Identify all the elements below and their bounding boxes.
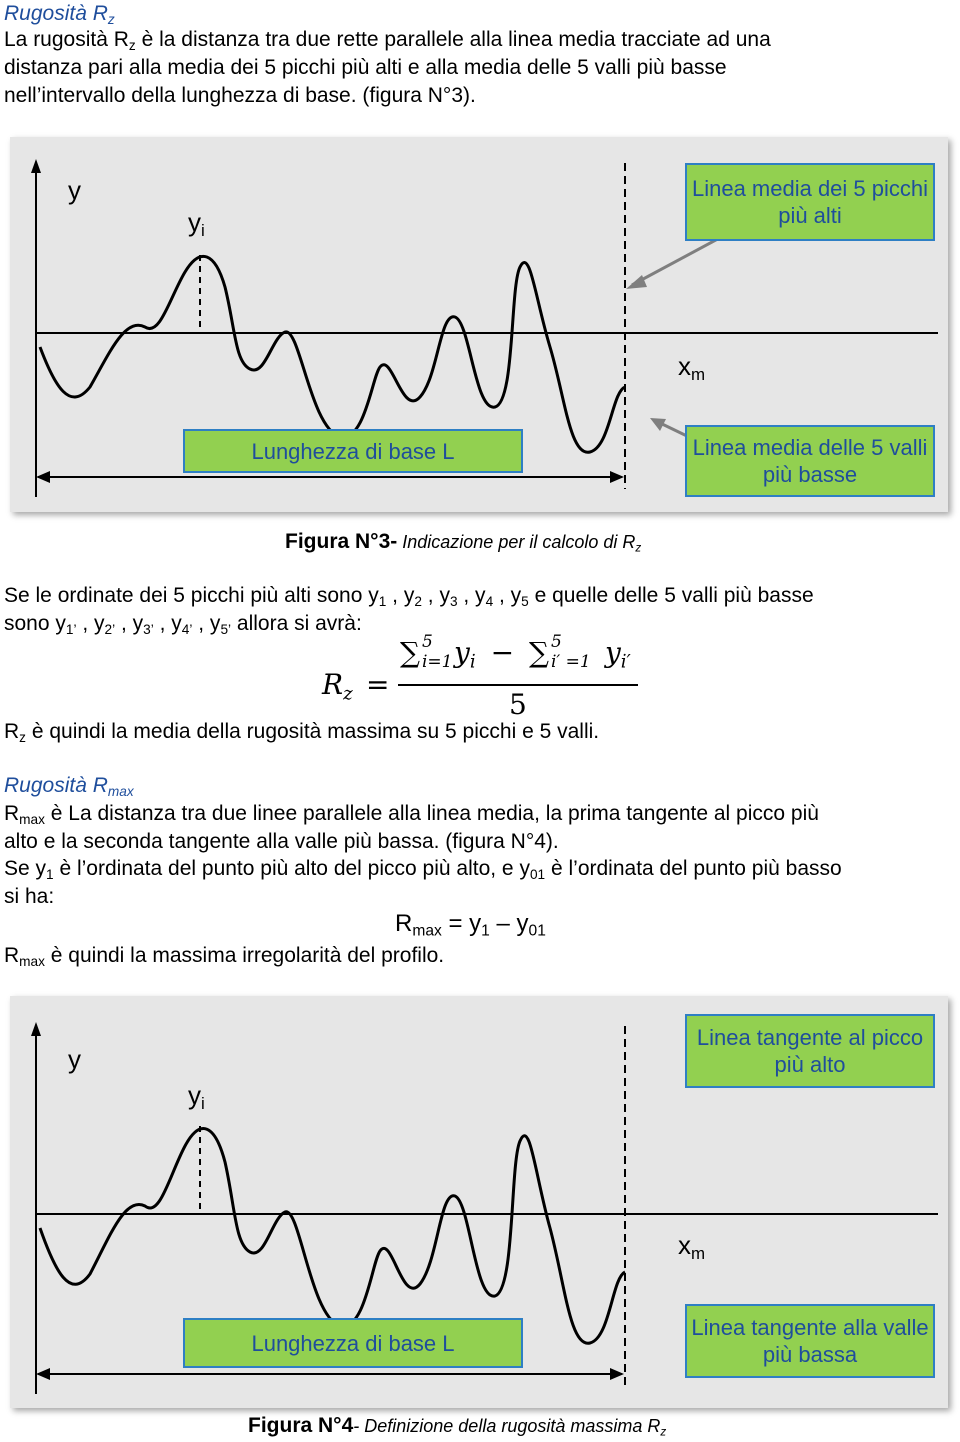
paragraph-line: Se $y_1$ è l’ordinata del punto più alto del picco più alto, e $y_{01}$ è l’ordinata del punto più basso — [4, 857, 842, 883]
paragraph-line: alto e la seconda tangente alla valle più bassa. (figura N°4). — [4, 830, 559, 853]
formula-equals: = — [366, 668, 390, 701]
y-axis-arrowhead — [31, 159, 41, 173]
arrowhead-left — [36, 1368, 50, 1380]
section-title-rz: Rugosità $R_z$ — [4, 2, 115, 28]
xm-label: $x_m$ — [678, 351, 706, 385]
roughness-profile — [40, 256, 625, 452]
figure-4-caption: Figura N°4- Definizione della rugosità massima $R_z$ — [248, 1414, 667, 1439]
callout-tangent-peak: Linea tangente al picco più alto — [685, 1014, 935, 1088]
formula-denominator: 5 — [509, 688, 527, 721]
paragraph-line: nell’intervallo della lunghezza di base. (figura N°3). — [4, 84, 476, 107]
arrowhead-left — [36, 471, 50, 483]
yi-label: $y_i$ — [188, 1080, 205, 1114]
rmax-equation: $R_{max} = y_1 - y_{01}$ — [395, 910, 546, 940]
fraction-bar — [398, 684, 638, 686]
paragraph-line: $R_{max}$ è quindi la massima irregolarità del profilo. — [4, 944, 445, 970]
formula-numerator: ∑ 5 i=1 $y_i$ − ∑ 5 i′ =1 $y_{i'}$ — [400, 632, 631, 673]
callout-base-length: Lunghezza di base L — [183, 1318, 523, 1368]
arrowhead-right — [610, 1368, 624, 1380]
y-axis-label: y — [68, 175, 81, 205]
roughness-profile — [40, 1129, 625, 1344]
callout-peaks-mean: Linea media dei 5 picchi più alti — [685, 163, 935, 241]
y-axis-arrowhead — [31, 1022, 41, 1036]
callout-base-length: Lunghezza di base L — [183, 429, 523, 473]
yi-label: $y_i$ — [188, 207, 205, 241]
figure-4-panel — [10, 996, 948, 1408]
formula-lhs: $R_z$ — [322, 668, 353, 705]
callout-valleys-mean: Linea media delle 5 valli più basse — [685, 425, 935, 497]
paragraph-line: $R_{max}$ è La distanza tra due linee parallele alla linea media, la prima tangente al picco più — [4, 802, 819, 828]
figure-3-caption: Figura N°3- Indicazione per il calcolo di $R_z$ — [285, 530, 642, 555]
figure-3-panel — [10, 137, 948, 512]
ordinates-line: Se le ordinate dei 5 picchi più alti sono $y_1$ , $y_2$ , $y_3$ , $y_4$ , $y_5$ e quelle delle 5 valli più basse — [4, 584, 814, 610]
section-title-rmax: Rugosità $R_{max}$ — [4, 774, 134, 800]
xm-label: $x_m$ — [678, 1230, 706, 1264]
paragraph-line: La rugosità $R_z$ è la distanza tra due rette parallele alla linea media tracciate ad una — [4, 28, 771, 54]
paragraph-line: si ha: — [4, 885, 55, 908]
paragraph-line: distanza pari alla media dei 5 picchi più alti e alla media delle 5 valli più basse — [4, 56, 727, 79]
callout-tangent-valley: Linea tangente alla valle più bassa — [685, 1304, 935, 1378]
arrowhead-right — [610, 471, 624, 483]
y-axis-label: y — [68, 1044, 81, 1074]
ordinates-line: sono $y_{1’}$ , $y_{2’}$ , $y_{3’}$ , $y_{4’}$ , $y_{5’}$ allora si avrà: — [4, 612, 362, 638]
paragraph-line: $R_z$ è quindi la media della rugosità massima su 5 picchi e 5 valli. — [4, 720, 600, 746]
